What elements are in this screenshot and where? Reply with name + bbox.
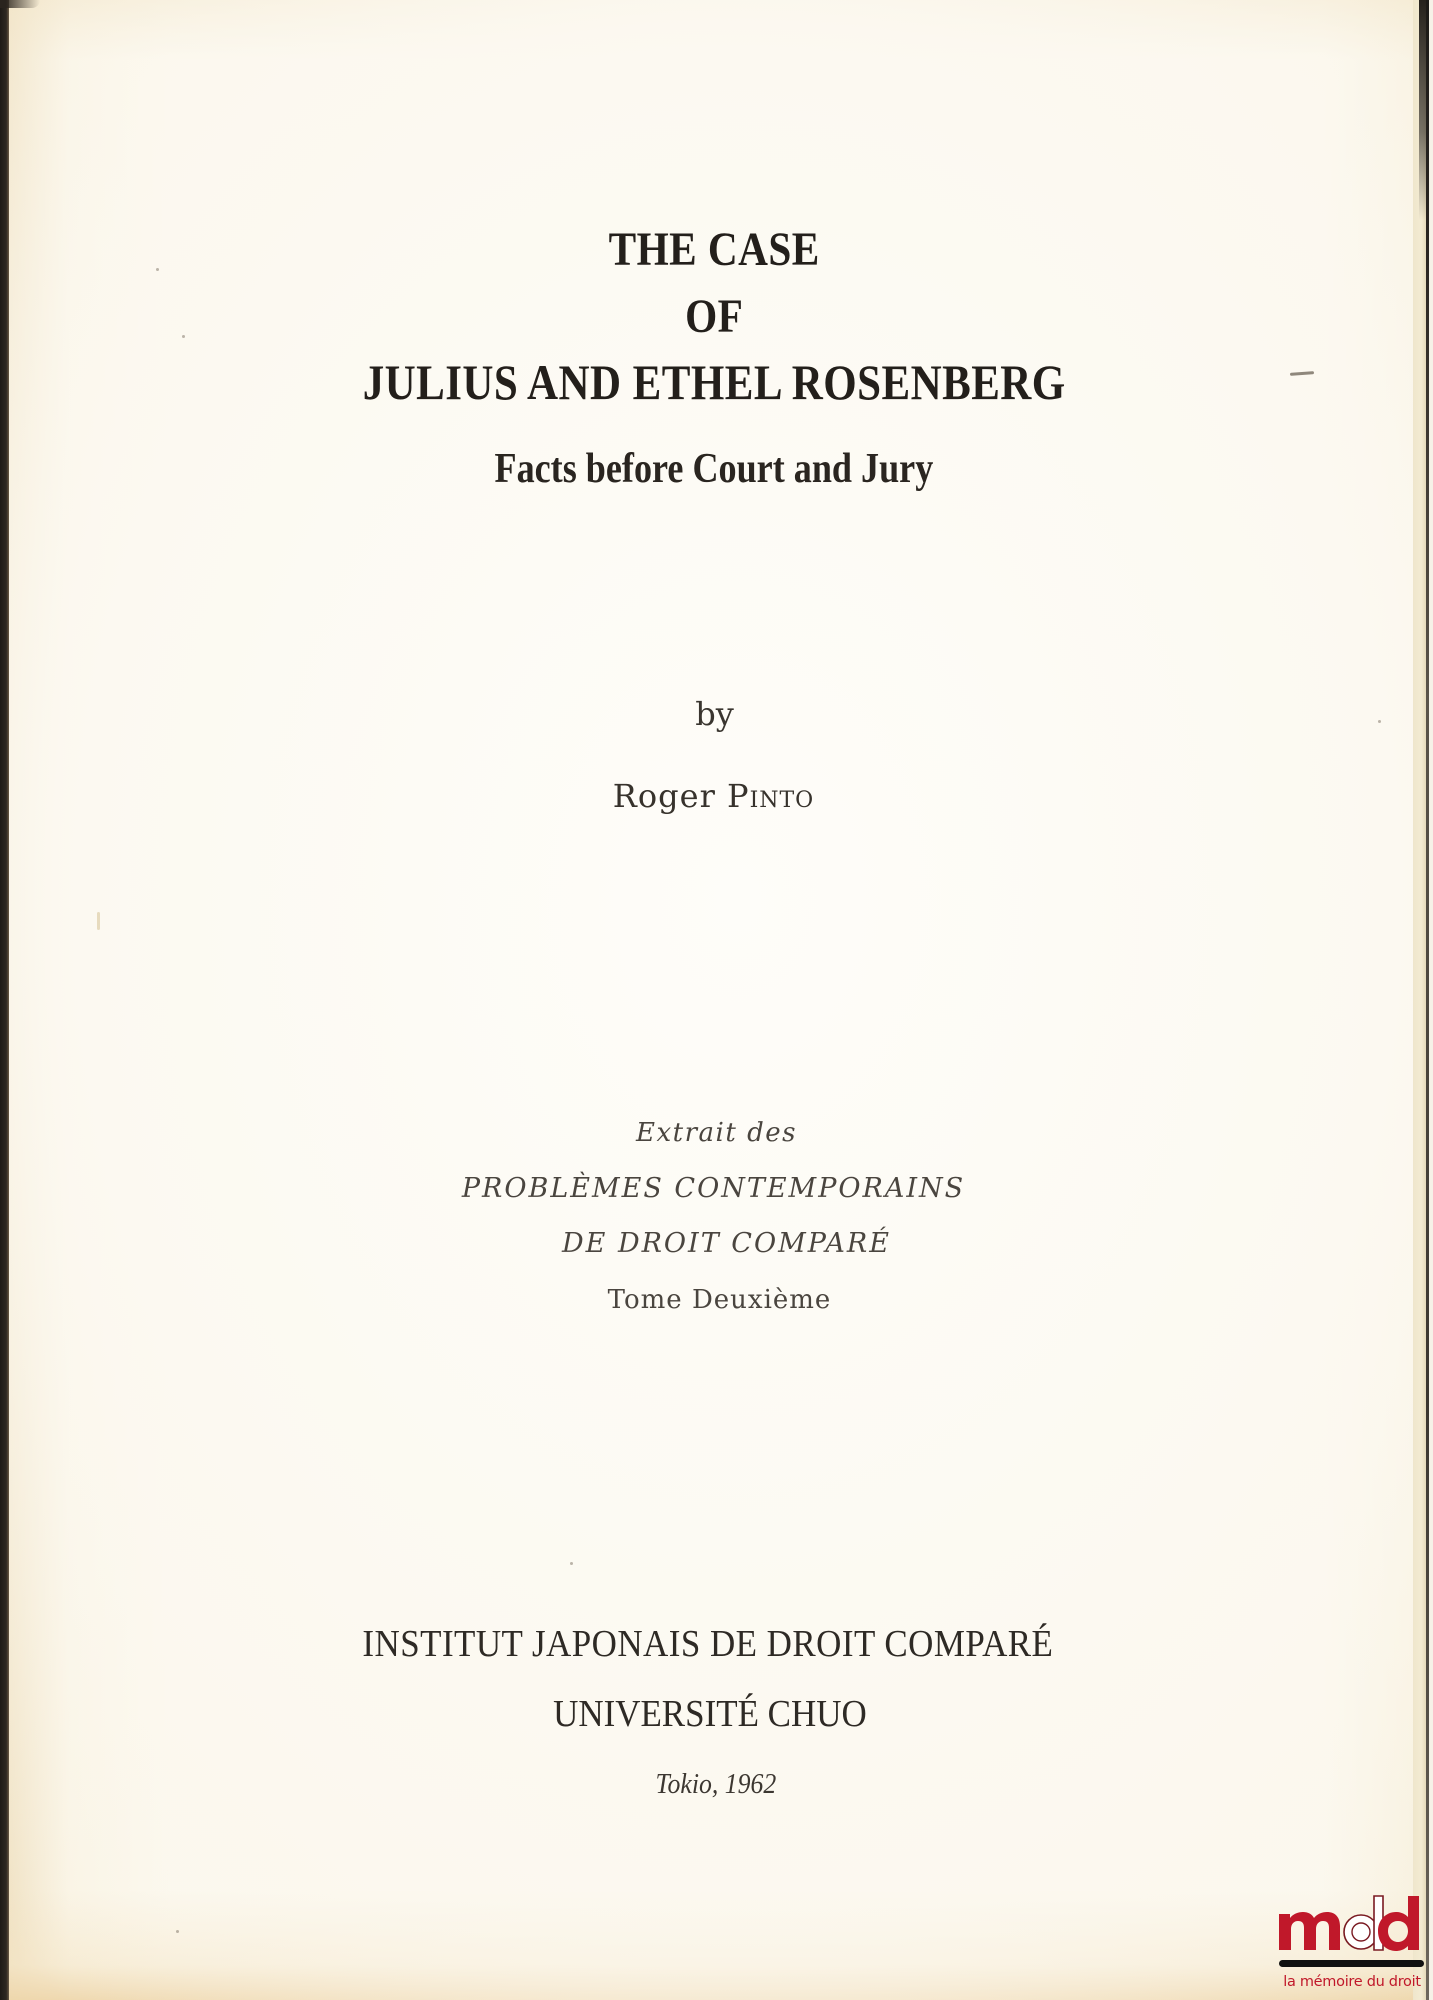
byline: by: [695, 695, 734, 733]
paper-speck: [1378, 720, 1381, 723]
logo-divider-bar: [1279, 1960, 1424, 1967]
publisher-university: UNIVERSITÉ CHUO: [553, 1693, 867, 1735]
paper-speck: [176, 1930, 179, 1933]
publisher-institute: INSTITUT JAPONAIS DE DROIT COMPARÉ: [362, 1623, 1054, 1665]
mdd-logo-icon: [1276, 1890, 1428, 1952]
mdd-watermark-logo: [1276, 1890, 1428, 2000]
author-last-name: Pinto: [727, 777, 815, 815]
title-line-3: JULIUS AND ETHEL ROSENBERG: [362, 354, 1066, 410]
paper-speck: [156, 268, 159, 271]
left-page-edge-shadow: [0, 0, 9, 2000]
logo-tagline: la mémoire du droit: [1283, 1974, 1421, 1990]
series-volume: Tome Deuxième: [607, 1285, 832, 1315]
title-line-2: OF: [685, 290, 744, 343]
subtitle: Facts before Court and Jury: [494, 446, 934, 492]
title-line-1: THE CASE: [608, 223, 820, 276]
paper-speck: [97, 912, 100, 930]
publication-place-year: Tokio, 1962: [655, 1769, 777, 1800]
series-title-line-2: DE DROIT COMPARÉ: [562, 1228, 891, 1259]
author-name: [0, 776, 1430, 816]
paper-speck: [182, 335, 185, 338]
author-first-name: Roger: [612, 777, 716, 815]
right-outer-margin: [1429, 0, 1433, 2000]
top-left-corner-shadow: [0, 0, 40, 8]
right-page-edge: [1413, 0, 1427, 2000]
series-intro: Extrait des: [636, 1118, 797, 1148]
series-title-line-1: PROBLÈMES CONTEMPORAINS: [461, 1173, 966, 1204]
paper-speck: [570, 1562, 573, 1565]
